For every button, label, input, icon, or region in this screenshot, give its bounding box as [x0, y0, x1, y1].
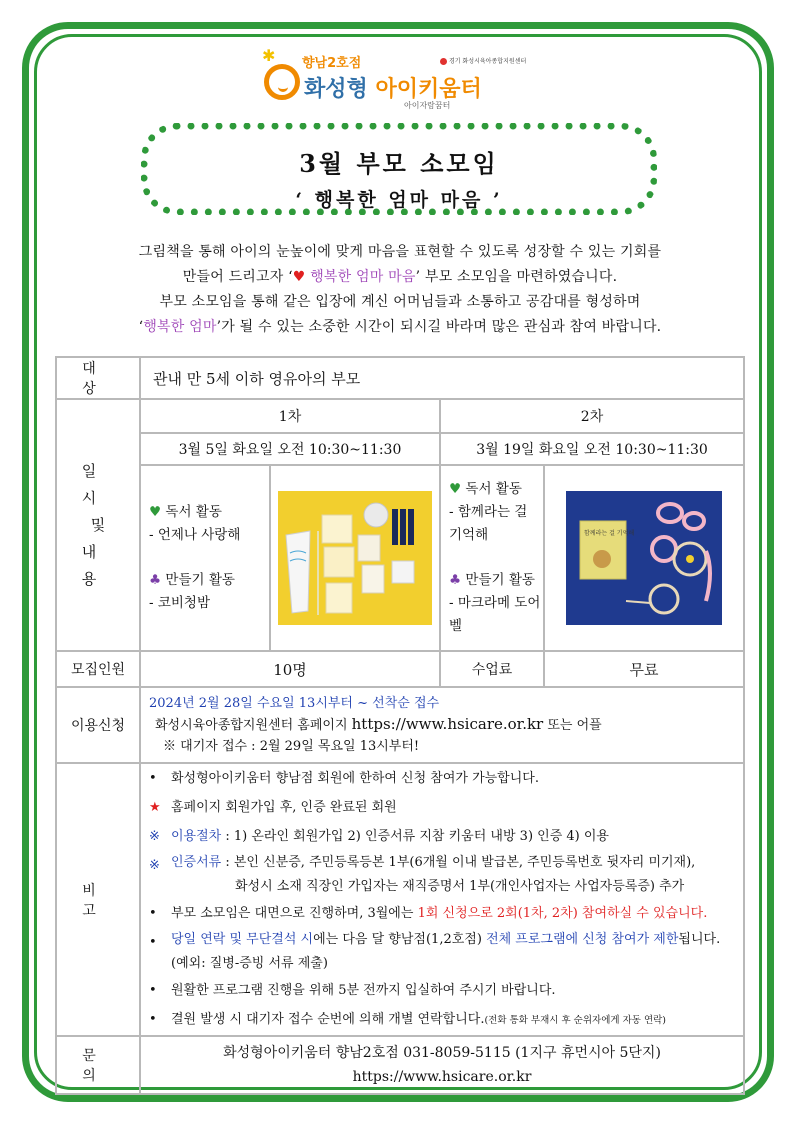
intro-line-4	[60, 315, 740, 340]
page-subtitle: ‘ 행복한 엄마 마음 ’	[295, 189, 503, 211]
session1-date: 3월 5일 화요일 오전 10:30~11:30	[140, 433, 440, 465]
logo-name-part2: 아이키움터	[375, 77, 482, 102]
heart-icon: ♥	[449, 481, 462, 497]
club-icon: ♣	[449, 572, 462, 588]
session1-photo	[278, 491, 432, 625]
note-3	[149, 822, 743, 851]
center-logo	[440, 56, 526, 65]
note-5-pre: 부모 소모임은 대면으로 진행하며, 3월에는	[171, 906, 418, 921]
club-icon: ♣	[149, 572, 162, 588]
logo-subtitle: 아이자람꿈터	[404, 101, 451, 110]
intro-line-2-pre: 만들어 드리고자 ‘	[182, 269, 293, 285]
apply-line-2	[149, 714, 743, 736]
session1-reading	[149, 501, 269, 524]
session1-craft-item: - 코비청밤	[149, 595, 211, 611]
session2-photo	[566, 491, 722, 625]
row-session-names	[56, 399, 744, 433]
contact-label-text: 문 의	[82, 1048, 114, 1084]
contact-details	[140, 1036, 744, 1094]
bullet-icon: •	[149, 906, 157, 921]
session1-reading-title: 독서 활동	[165, 504, 222, 520]
reference-mark-icon: ※	[149, 858, 160, 873]
note-2	[149, 793, 743, 822]
apply-line-2-pre: 화성시육아종합지원센터 홈페이지	[155, 718, 352, 733]
center-logo-text: 경기 화성시육아종합지원센터	[449, 58, 527, 65]
book-title: 함께라는 걸 기억해	[584, 530, 635, 537]
session2-craft-item: - 마크라메 도어벨	[449, 595, 541, 634]
intro-highlight: 행복한 엄마 마음	[305, 269, 416, 285]
intro-line-2-post: ’ 부모 소모임을 마련하였습니다.	[415, 269, 618, 285]
target-value: 관내 만 5세 이하 영유아의 부모	[140, 357, 744, 399]
session2-name: 2차	[440, 399, 744, 433]
page-title: 3월 부모 소모임	[299, 149, 499, 178]
note-6-highlight-2: 전체 프로그램에 신청 참여가 제한	[486, 932, 679, 947]
note-4-label: 인증서류	[171, 855, 222, 870]
notes-list	[140, 763, 744, 1036]
intro-line-4-post: ’가 될 수 있는 소중한 시간이 되시길 바라며 많은 관심과 참여 바랍니다.	[216, 319, 662, 335]
heart-icon: ♥	[149, 504, 162, 520]
schedule-label	[56, 399, 140, 651]
notes-label-text: 비 고	[82, 882, 114, 919]
bullet-icon: •	[149, 771, 157, 786]
smile-face-icon	[264, 64, 300, 100]
session1-activities	[140, 465, 270, 651]
star-icon: ★	[149, 800, 161, 815]
session2-reading-item: - 함께라는 걸 기억해	[449, 504, 528, 543]
row-target	[56, 357, 744, 399]
recruit-label: 모집인원	[56, 651, 140, 687]
note-7-text: 원활한 프로그램 진행을 위해 5분 전까지 입실하여 주시기 바랍니다.	[171, 983, 556, 998]
target-label-text: 대 상	[82, 361, 114, 397]
session2-craft	[449, 569, 543, 592]
apply-line-2-post: 또는 어플	[543, 718, 602, 733]
note-5	[149, 899, 743, 928]
note-8-text: 결원 발생 시 대기자 접수 순번에 의해 개별 연락합니다.	[171, 1012, 485, 1027]
note-4-text-2: 화성시 소재 직장인 가입자는 재직증명서 1부(개인사업자는 사업자등록증) 추가	[235, 879, 685, 894]
note-6	[149, 928, 743, 976]
row-session-dates	[56, 433, 744, 465]
center-logo-icon	[440, 58, 447, 65]
note-3-label: 이용절차	[171, 829, 222, 844]
contact-label	[56, 1036, 140, 1094]
target-label	[56, 357, 140, 399]
row-contact	[56, 1036, 744, 1094]
notes-label	[56, 763, 140, 1036]
session1-reading-item: - 언제나 사랑해	[149, 527, 241, 543]
contact-url[interactable]: https://www.hsicare.or.kr	[352, 1069, 532, 1085]
star-icon: ✱	[262, 46, 276, 65]
note-6-highlight-1: 당일 연락 및 무단결석 시	[171, 932, 314, 947]
session1-craft-title: 만들기 활동	[165, 572, 235, 588]
apply-details	[140, 687, 744, 763]
note-7	[149, 976, 743, 1005]
note-8	[149, 1005, 743, 1035]
info-table	[55, 356, 745, 1095]
session1-name: 1차	[140, 399, 440, 433]
note-6-line-2: (예외: 질병-증빙 서류 제출)	[171, 956, 328, 971]
row-recruit	[56, 651, 744, 687]
logo	[262, 46, 542, 116]
session2-activities	[440, 465, 544, 651]
session1-craft	[149, 569, 269, 592]
row-apply	[56, 687, 744, 763]
session2-date: 3월 19일 화요일 오전 10:30~11:30	[440, 433, 744, 465]
session2-reading	[449, 478, 543, 501]
intro-text	[60, 240, 740, 340]
logo-name-part1: 화성형	[304, 77, 368, 102]
note-8-small: (전화 통화 부재시 후 순위자에게 자동 연락)	[484, 1015, 667, 1026]
homepage-url[interactable]: https://www.hsicare.or.kr	[351, 715, 544, 733]
intro-line-3: 부모 소모임을 통해 같은 입장에 계신 어머님들과 소통하고 공감대를 형성하며	[159, 294, 641, 310]
intro-line-4-pre: ‘	[138, 319, 144, 335]
logo-branch: 향남2호점	[302, 56, 362, 71]
title-box	[141, 123, 657, 215]
apply-line-1: 2024년 2월 28일 수요일 13시부터 ~ 선착순 접수	[149, 696, 440, 711]
note-5-highlight: 1회 신청으로 2회(1차, 2차) 참여하실 수 있습니다.	[417, 906, 708, 921]
note-4-text: : 본인 신분증, 주민등록등본 1부(6개월 이내 발급본, 주민등록번호 뒷자리 미기재),	[221, 855, 696, 870]
craft-kit-image	[278, 491, 432, 625]
contact-line-1: 화성형아이키움터 향남2호점 031-8059-5115 (1지구 휴먼시아 5단지)	[223, 1045, 661, 1061]
note-2-text: 홈페이지 회원가입 후, 인증 완료된 회원	[171, 800, 397, 815]
macrame-book-image	[566, 491, 722, 625]
intro-line-1: 그림책을 통해 아이의 눈높이에 맞게 마음을 표현할 수 있도록 성장할 수 있는 기회를	[138, 244, 662, 260]
recruit-value: 10명	[140, 651, 440, 687]
row-activities	[56, 465, 744, 651]
schedule-label-2: 및	[90, 515, 106, 534]
apply-label: 이용신청	[56, 687, 140, 763]
note-6-mid: 에는 다음 달 향남점(1,2호점)	[313, 932, 487, 947]
session2-photo-cell	[544, 465, 744, 651]
schedule-label-1: 일 시	[81, 461, 115, 507]
session2-craft-title: 만들기 활동	[465, 572, 535, 588]
reference-mark-icon: ※	[149, 829, 160, 844]
bullet-icon: •	[149, 983, 157, 998]
heart-icon: ♥	[292, 269, 306, 285]
schedule-label-3: 내 용	[81, 542, 115, 588]
intro-highlight-2: 행복한 엄마	[143, 319, 217, 335]
fee-label: 수업료	[440, 651, 544, 687]
session2-reading-title: 독서 활동	[465, 481, 522, 497]
session1-photo-cell	[270, 465, 440, 651]
fee-value: 무료	[544, 651, 744, 687]
note-6-post: 됩니다.	[678, 932, 721, 947]
note-1-text: 화성형아이키움터 향남점 회원에 한하여 신청 참여가 가능합니다.	[171, 771, 539, 786]
note-3-text: : 1) 온라인 회원가입 2) 인증서류 지참 키움터 내방 3) 인증 4) 이용	[221, 829, 609, 844]
note-1	[149, 764, 743, 793]
bullet-icon: •	[149, 1012, 157, 1027]
bullet-icon: •	[149, 935, 157, 950]
apply-line-3: ※ 대기자 접수 : 2월 29일 목요일 13시부터!	[163, 739, 420, 754]
note-4	[149, 851, 743, 899]
row-notes	[56, 763, 744, 1036]
logo-name	[304, 72, 482, 103]
intro-line-2	[60, 265, 740, 290]
